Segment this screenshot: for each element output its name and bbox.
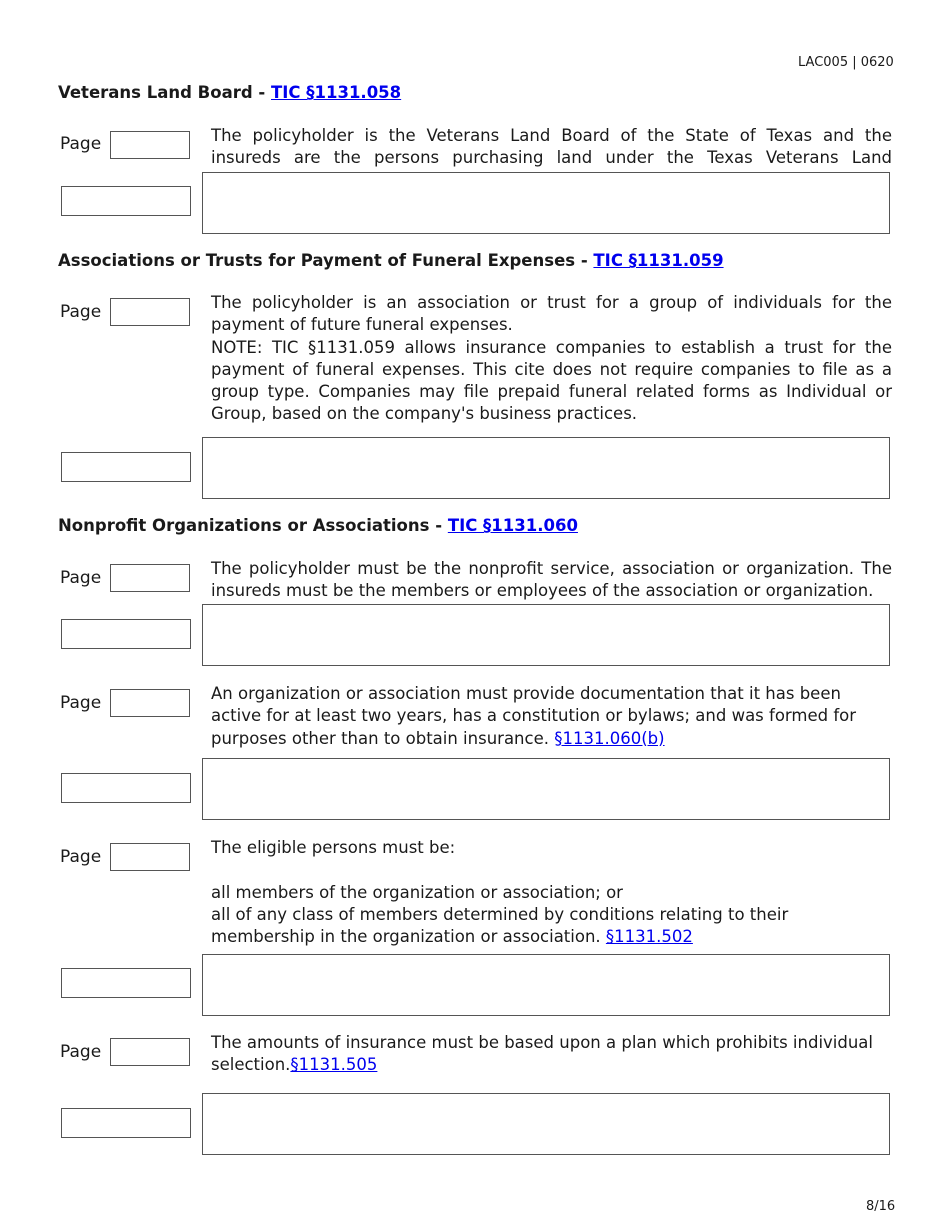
- page-label: Page: [60, 847, 102, 867]
- title-separator: -: [575, 251, 594, 270]
- reference-input[interactable]: [61, 1108, 191, 1138]
- page-label: Page: [60, 693, 102, 713]
- page-label: Page: [60, 302, 102, 322]
- requirement-text: An organization or association must provide documentation that it has been active for at least two years, has a constitution or bylaws; and was formed for purposes other than to obtain insurance. §1131.060(b): [211, 684, 857, 748]
- section-1131-502-link[interactable]: §1131.502: [605, 927, 693, 947]
- section-title: Associations or Trusts for Payment of Funeral Expenses: [58, 251, 576, 270]
- section-1131-505-link[interactable]: §1131.505: [290, 1055, 378, 1075]
- reference-input[interactable]: [61, 186, 191, 216]
- section-heading-nonprofit: [58, 516, 578, 535]
- page-number-input[interactable]: [110, 564, 190, 592]
- tic-1131-060-link[interactable]: TIC §1131.060: [447, 516, 578, 535]
- comment-field[interactable]: [202, 954, 890, 1016]
- tic-1131-059-link[interactable]: TIC §1131.059: [593, 251, 724, 270]
- title-separator: -: [429, 516, 448, 535]
- section-heading-veterans: [58, 83, 401, 102]
- page-number-input[interactable]: [110, 131, 190, 159]
- tic-1131-058-link[interactable]: TIC §1131.058: [271, 83, 402, 102]
- requirement-text: The policyholder is the Veterans Land Board of the State of Texas and the insureds are the persons purchasing land under the Texas Veterans Land: [211, 126, 892, 168]
- reference-input[interactable]: [61, 968, 191, 998]
- comment-field[interactable]: [202, 604, 890, 666]
- requirement-text: The amounts of insurance must be based upon a plan which prohibits individual selection.§1131.505: [211, 1033, 874, 1075]
- section-title: Nonprofit Organizations or Associations: [58, 516, 430, 535]
- reference-input[interactable]: [61, 773, 191, 803]
- comment-field[interactable]: [202, 758, 890, 820]
- reference-input[interactable]: [61, 619, 191, 649]
- page-number: 8/16: [866, 1199, 896, 1214]
- page-number-input[interactable]: [110, 689, 190, 717]
- page-label: Page: [60, 568, 102, 588]
- comment-field[interactable]: [202, 437, 890, 499]
- page-label: Page: [60, 1042, 102, 1062]
- page-number-input[interactable]: [110, 298, 190, 326]
- requirement-text: The eligible persons must be: all members of the organization or association; or all of any class of members determined by conditions relating to their membership in the organization or association. §1131.502: [211, 838, 789, 947]
- section-title: Veterans Land Board: [58, 83, 253, 102]
- page-label: Page: [60, 134, 102, 154]
- requirement-text: The policyholder is an association or trust for a group of individuals for the payment of future funeral expenses. NOTE: TIC §1131.059 allows insurance companies to establish a trust for the payment of funeral expenses. This cite does not require companies to file as a group type. Companies may file prepaid funeral related forms as Individual or Group, based on the company's business practices.: [211, 293, 892, 424]
- form-id: LAC005 | 0620: [798, 55, 894, 70]
- section-1131-060b-link[interactable]: §1131.060(b): [554, 728, 665, 748]
- comment-field[interactable]: [202, 1093, 890, 1155]
- reference-input[interactable]: [61, 452, 191, 482]
- title-separator: -: [252, 83, 272, 102]
- section-heading-funeral: [58, 251, 724, 270]
- requirement-text: The policyholder must be the nonprofit service, association or organization. The insureds must be the members or employees of the association or organization.: [211, 559, 892, 601]
- page-number-input[interactable]: [110, 1038, 190, 1066]
- comment-field[interactable]: [202, 172, 890, 234]
- page-number-input[interactable]: [110, 843, 190, 871]
